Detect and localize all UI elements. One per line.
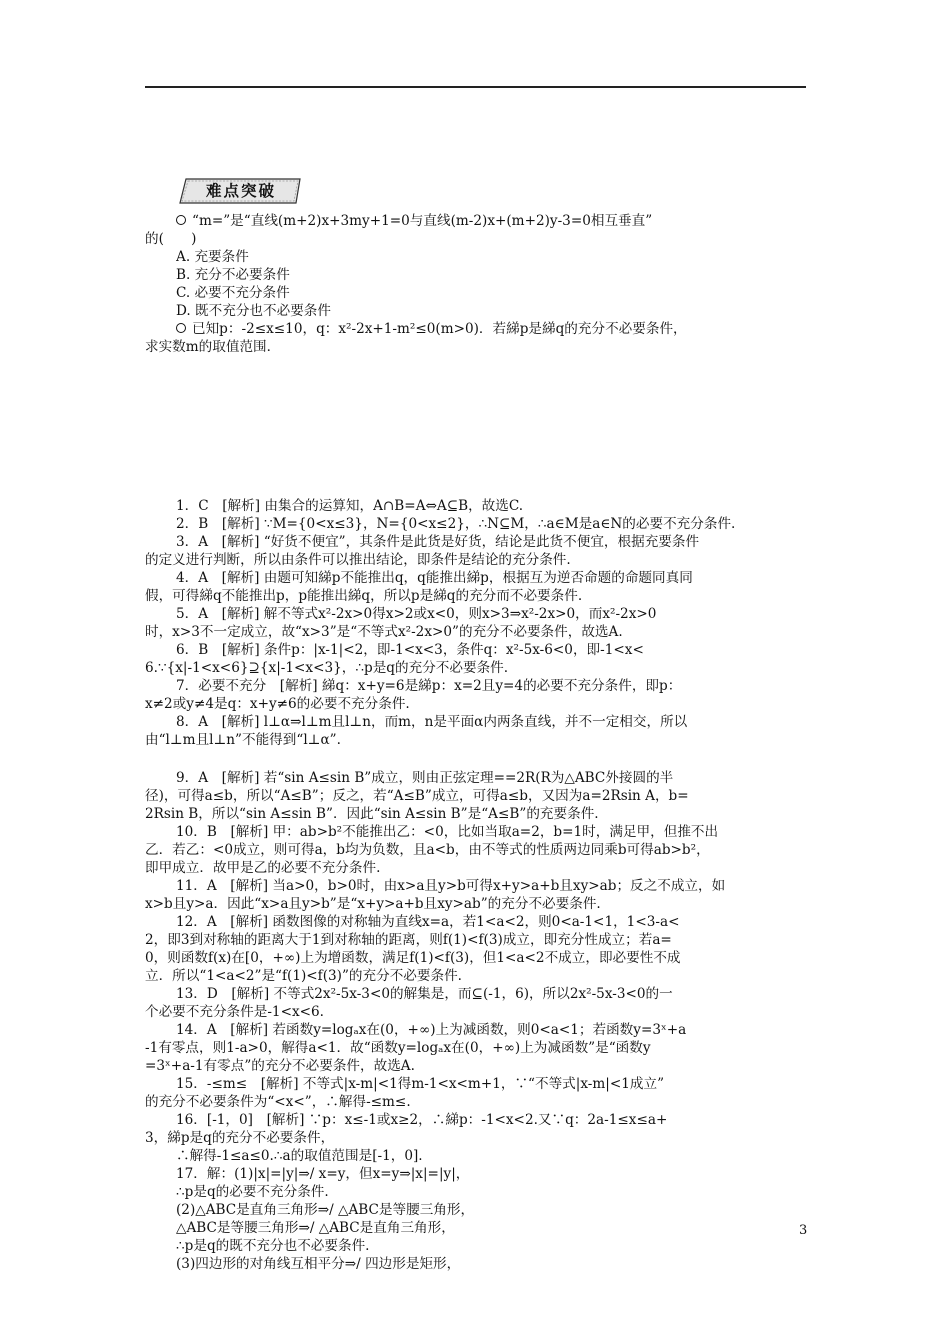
circle-bullet-icon bbox=[176, 215, 186, 225]
answer-line: 0，则函数f(x)在[0，+∞)上为增函数，满足f(1)<f(3)，但1<a<2不成立，即必要性不成 bbox=[145, 950, 681, 966]
problem-1-line-1: “m=”是“直线(m+2)x+3my+1=0与直线(m-2)x+(m+2)y-3=0相互垂直” bbox=[176, 212, 810, 230]
answer-line: 立．所以“1<a<2”是“f(1)<f(3)”的充分不必要条件. bbox=[145, 968, 462, 984]
answer-line: ∴解得-1≤a≤0.∴a的取值范围是[-1，0]. bbox=[176, 1148, 423, 1164]
answer-line: 假，可得綈q不能推出p，p能推出綈q，所以p是綈q的充分而不必要条件. bbox=[145, 588, 583, 604]
answer-line: =3ˣ+a-1有零点”的充分不必要条件，故选A. bbox=[145, 1058, 415, 1074]
answer-line: 6．B [解析] 条件p：|x-1|<2，即-1<x<3，条件q：x²-5x-6<0，即-1<x< bbox=[176, 642, 644, 658]
answer-line: 的充分不必要条件为“<x<”，∴解得-≤m≤. bbox=[145, 1094, 411, 1110]
option-d: D. 既不充分也不必要条件 bbox=[176, 303, 331, 319]
section-badge bbox=[176, 176, 306, 206]
answer-line: 由“l⊥m且l⊥n”不能得到“l⊥α”. bbox=[145, 732, 341, 748]
answer-line: 2Rsin B，所以“sin A≤sin B”．因此“sin A≤sin B”是“A≤B”的充要条件. bbox=[145, 806, 599, 822]
answer-line: 6.∵{x|-1<x<6}⊇{x|-1<x<3}，∴p是q的充分不必要条件. bbox=[145, 660, 509, 676]
answer-line: 2，即3到对称轴的距离大于1到对称轴的距离，则f(1)<f(3)成立，即充分性成立；若a= bbox=[145, 932, 672, 948]
answer-line: 13．D [解析] 不等式2x²-5x-3<0的解集是，而⊆(-1，6)，所以2x²-5x-3<0的一 bbox=[176, 986, 673, 1002]
answer-line: 16．[-1，0] [解析] ∵p：x≤-1或x≥2，∴綈p：-1<x<2.又∵q：2a-1≤x≤a+ bbox=[176, 1112, 668, 1128]
answer-line: 乙．若乙：<0成立，则可得a，b均为负数，且a<b，由不等式的性质两边同乘b可得ab>b²， bbox=[145, 842, 710, 858]
answer-line: ∴p是q的既不充分也不必要条件. bbox=[176, 1238, 370, 1254]
answer-line: 5．A [解析] 解不等式x²-2x>0得x>2或x<0，则x>3⇒x²-2x>0，而x²-2x>0 bbox=[176, 606, 657, 622]
answer-line: 时，x>3不一定成立，故“x>3”是“不等式x²-2x>0”的充分不必要条件，故选A. bbox=[145, 624, 623, 640]
answer-line: (3)四边形的对角线互相平分⇒/ 四边形是矩形， bbox=[176, 1256, 461, 1272]
problem-2-line-1: 已知p：-2≤x≤10，q：x²-2x+1-m²≤0(m>0)．若綈p是綈q的充分不必要条件， bbox=[176, 320, 810, 338]
answer-line: △ABC是等腰三角形⇒/ △ABC是直角三角形， bbox=[176, 1220, 455, 1236]
answer-line: 9．A [解析] 若“sin A≤sin B”成立，则由正弦定理==2R(R为△ABC外接圆的半 bbox=[176, 770, 674, 786]
answer-line: 3，綈p是q的充分不必要条件， bbox=[145, 1130, 335, 1146]
answer-line: 10．B [解析] 甲：ab>b²不能推出乙：<0，比如当取a=2，b=1时，满足甲，但推不出 bbox=[176, 824, 719, 840]
answer-line: 12．A [解析] 函数图像的对称轴为直线x=a，若1<a<2，则0<a-1<1，1<3-a< bbox=[176, 914, 680, 930]
answer-line: 7．必要不充分 [解析] 綈q：x+y=6是綈p：x=2且y=4的必要不充分条件，即p： bbox=[176, 678, 682, 694]
answer-line: 个必要不充分条件是-1<x<6. bbox=[145, 1004, 325, 1020]
answer-line: x≠2或y≠4是q：x+y≠6的必要不充分条件. bbox=[145, 696, 410, 712]
section-title: 难点突破 bbox=[205, 182, 276, 200]
answer-line: 的定义进行判断，所以由条件可以推出结论，即条件是结论的充分条件. bbox=[145, 552, 571, 568]
answer-line: -1有零点，则1-a>0，解得a<1．故“函数y=logₐx在(0，+∞)上为减函数”是“函数y bbox=[145, 1040, 651, 1056]
problem-2-line-2: 求实数m的取值范围． bbox=[145, 339, 281, 355]
answer-line: 8．A [解析] l⊥α⇒l⊥m且l⊥n，而m，n是平面α内两条直线，并不一定相交，所以 bbox=[176, 714, 688, 730]
answer-line: 1．C [解析] 由集合的运算知，A∩B=A⇔A⊆B，故选C. bbox=[176, 498, 524, 514]
answer-line: (2)△ABC是直角三角形⇒/ △ABC是等腰三角形， bbox=[176, 1202, 475, 1218]
answer-line: 即甲成立．故甲是乙的必要不充分条件. bbox=[145, 860, 381, 876]
answer-line: 3．A [解析] “好货不便宜”，其条件是此货是好货，结论是此货不便宜，根据充要条件 bbox=[176, 534, 700, 550]
page-number: 3 bbox=[799, 1223, 808, 1238]
option-b: B. 充分不必要条件 bbox=[176, 267, 290, 283]
problem-1-line-2: 的( ) bbox=[145, 231, 197, 247]
answer-line: x>b且y>a．因此“x>a且y>b”是“x+y>a+b且xy>ab”的充分不必要条件. bbox=[145, 896, 601, 912]
circle-bullet-icon bbox=[176, 323, 186, 333]
answer-line: 径)，可得a≤b，所以“A≤B”；反之，若“A≤B”成立，可得a≤b，又因为a=2Rsin A，b= bbox=[145, 788, 689, 804]
answer-line: 4．A [解析] 由题可知綈p不能推出q，q能推出綈p，根据互为逆否命题的命题同真同 bbox=[176, 570, 693, 586]
answer-line: 14．A [解析] 若函数y=logₐx在(0，+∞)上为减函数，则0<a<1；若函数y=3ˣ+a bbox=[176, 1022, 687, 1038]
answer-line: 15．-≤m≤ [解析] 不等式|x-m|<1得m-1<x<m+1，∵“不等式|x-m|<1成立” bbox=[176, 1076, 665, 1092]
option-c: C. 必要不充分条件 bbox=[176, 285, 290, 301]
option-a: A. 充要条件 bbox=[176, 249, 249, 265]
answer-line: ∴p是q的必要不充分条件. bbox=[176, 1184, 329, 1200]
answer-line: 11．A [解析] 当a>0，b>0时，由x>a且y>b可得x+y>a+b且xy>ab；反之不成立，如 bbox=[176, 878, 726, 894]
header-rule bbox=[145, 86, 806, 88]
answer-line: 17．解：(1)|x|=|y|⇒/ x=y，但x=y⇒|x|=|y|， bbox=[176, 1166, 470, 1182]
answer-line: 2．B [解析] ∵M={0<x≤3}，N={0<x≤2}，∴N⊆M，∴a∈M是a∈N的必要不充分条件. bbox=[176, 516, 736, 532]
